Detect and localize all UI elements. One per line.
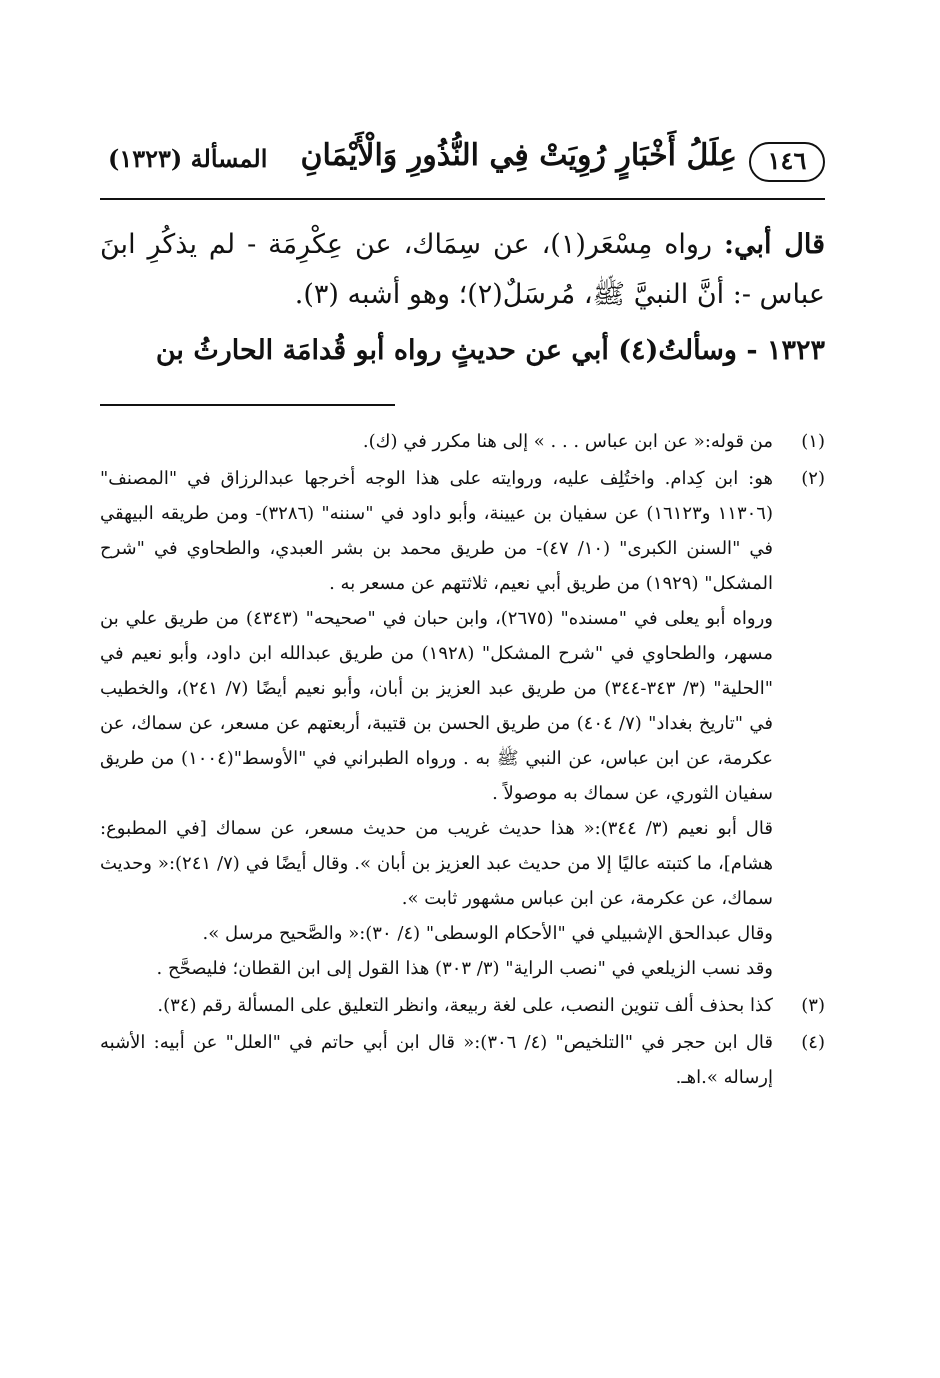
- footnote-text: هو: ابن كِدام. واختُلِف عليه، وروايته على هذا الوجه أخرجها عبدالرزاق في "المصنف" (١١٣٠٦ و١٦١٢٣) عن سفيان بن عيينة، وأبو داود في "سننه" (٣٢٨٦)- ومن طريقه البيهقي في "السنن الكبرى" (١٠/ ٤٧)- من طريق محمد بن بشر العبدي، والطحاوي في "شرح المشكل" (١٩٢٩) من طريق أبي نعيم، ثلاثتهم عن مسعر به .: [100, 468, 773, 594]
- footnote-text: وقد نسب الزيلعي في "نصب الراية" (٣/ ٣٠٣) هذا القول إلى ابن القطان؛ فليصحَّح .: [156, 958, 773, 979]
- footnote-text: قال أبو نعيم (٣/ ٣٤٤):« هذا حديث غريب من حديث مسعر، عن سماك [في المطبوع: هشام]، ما كتبته عاليًا إلا من حديث عبد العزيز بن أبان ». وقال أيضًا في (٧/ ٢٤١):« وحديث سماك، عن عكرمة، عن ابن عباس مشهور ثابت ».: [100, 818, 773, 909]
- paragraph-1: [100, 220, 825, 320]
- speaker-lead: قال أبي:: [723, 229, 825, 260]
- footnote-divider: [100, 404, 395, 406]
- footnote-text: وقال عبدالحق الإشبيلي في "الأحكام الوسطى" (٤/ ٣٠):« والصَّحيح مرسل ».: [202, 923, 773, 944]
- footnote-number: (٤): [801, 1032, 825, 1053]
- footnote-3: [100, 988, 825, 1023]
- footnote-number: (١): [801, 431, 825, 452]
- footnote-text: من قوله:« عن ابن عباس . . . » إلى هنا مكرر في (ك).: [362, 431, 773, 452]
- footnote-number: (٢): [801, 468, 825, 489]
- footnote-number: (٣): [801, 995, 825, 1016]
- main-text: [100, 220, 825, 376]
- question-start: ١٣٢٣ - وسألتُ(٤) أبي عن حديثٍ رواه أبو قُدامَة الحارثُ بن: [155, 335, 825, 366]
- footnote-text: ورواه أبو يعلى في "مسنده" (٢٦٧٥)، وابن حبان في "صحيحه" (٤٣٤٣) من طريق علي بن مسهر، والطحاوي في "شرح المشكل" (١٩٢٨) من طريق عبدالله ابن داود، وأبو نعيم في "الحلية" (٣/ ٣٤٣-٣٤٤) من طريق عبد العزيز بن أبان، وأبو نعيم أيضًا (٧/ ٢٤١)، والخطيب في "تاريخ بغداد" (٧/ ٤٠٤) من طريق الحسن بن قتيبة، أربعتهم عن مسعر، عن سماك، عن عكرمة، عن ابن عباس، عن النبي ﷺ به . ورواه الطبراني في "الأوسط"(١٠٠٤) من طريق سفيان الثوري، عن سماك به موصولاً .: [100, 608, 773, 804]
- page-number: ١٤٦: [749, 142, 825, 182]
- running-title: عِلَلُ أَخْبَارٍ رُوِيَتْ فِي النُّذُورِ وَالْأَيْمَانِ: [300, 138, 737, 173]
- footnote-4: [100, 1025, 825, 1095]
- page-header: [100, 120, 825, 200]
- book-page: [100, 120, 825, 1097]
- footnote-1: [100, 424, 825, 459]
- paragraph-1-text: رواه مِسْعَر(١)، عن سِمَاك، عن عِكْرِمَة - لم يذكُرِ ابنَ عباس -: أنَّ النبيَّ ﷺ، مُرسَلٌ(٢)؛ وهو أشبه (٣).: [100, 229, 825, 310]
- issue-label: المسألة (١٣٢٣): [108, 144, 268, 173]
- footnotes: [100, 424, 825, 1095]
- footnote-text: كذا بحذف ألف تنوين النصب، على لغة ربيعة، وانظر التعليق على المسألة رقم (٣٤).: [157, 995, 773, 1016]
- footnote-2: [100, 461, 825, 986]
- paragraph-2: [100, 326, 825, 376]
- footnote-text: قال ابن حجر في "التلخيص" (٤/ ٣٠٦):« قال ابن أبي حاتم في "العلل" عن أبيه: الأشبه إرساله ».اهـ.: [100, 1032, 773, 1088]
